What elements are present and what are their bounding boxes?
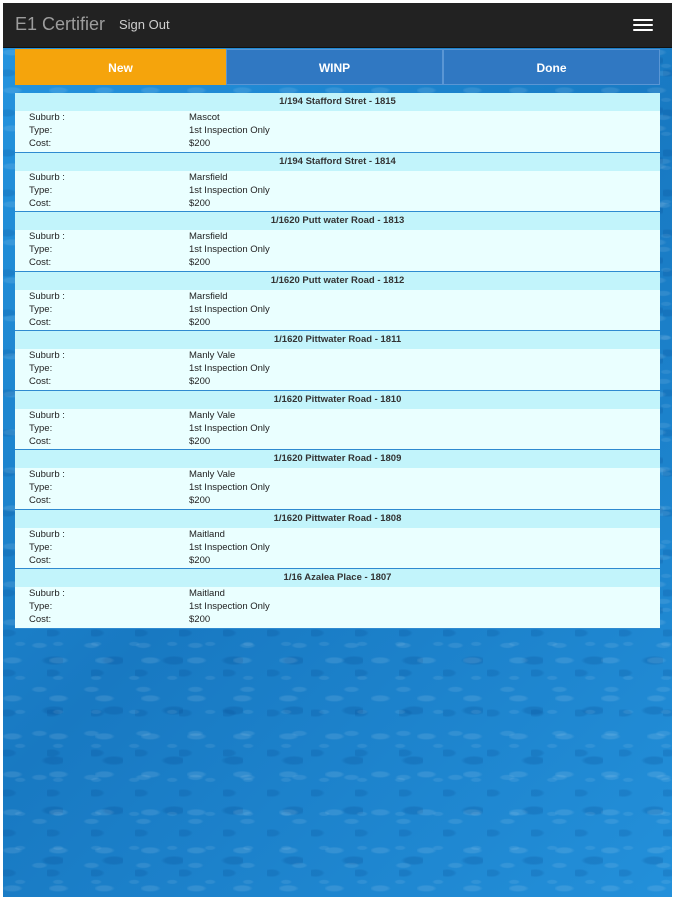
type-label: Type: [29,303,53,315]
cost-value: $200 [189,316,211,328]
cost-value: $200 [189,435,211,447]
type-row [15,600,660,613]
type-value: 1st Inspection Only [189,184,270,196]
job-title: 1/1620 Putt water Road - 1813 [15,212,660,230]
type-value: 1st Inspection Only [189,482,270,493]
job-card[interactable] [15,212,660,272]
cost-value: $200 [189,257,211,268]
type-label: Type: [29,482,53,493]
type-row [15,303,660,316]
cost-label: Cost: [29,495,52,506]
job-title: 1/1620 Pittwater Road - 1811 [15,331,660,349]
job-card[interactable] [15,391,660,451]
cost-row [15,316,660,329]
cost-label: Cost: [29,614,52,625]
suburb-row [15,409,660,422]
suburb-row [15,171,660,184]
tab-new[interactable]: New [15,49,226,85]
cost-value: $200 [189,614,211,625]
hamburger-menu-icon[interactable] [632,16,654,34]
suburb-value: Manly Vale [189,350,236,361]
suburb-row [15,290,660,303]
tab-done[interactable]: Done [443,49,660,85]
job-title: 1/1620 Pittwater Road - 1810 [15,391,660,409]
suburb-row [15,230,660,243]
tab-winp[interactable]: WINP [226,49,443,85]
suburb-value: Marsfield [189,171,228,183]
cost-value: $200 [189,554,211,566]
suburb-label: Suburb : [29,290,65,302]
type-value: 1st Inspection Only [189,363,270,374]
cost-label: Cost: [29,257,52,268]
sign-out-link[interactable]: Sign Out [119,17,170,32]
type-label: Type: [29,601,53,612]
suburb-row [15,349,660,362]
suburb-label: Suburb : [29,409,65,421]
cost-row [15,256,660,269]
suburb-label: Suburb : [29,528,65,540]
suburb-value: Marsfield [189,290,228,302]
menu-bar [633,19,653,21]
job-card[interactable] [15,272,660,332]
cost-label: Cost: [29,138,52,149]
cost-value: $200 [189,495,211,506]
job-title: 1/1620 Pittwater Road - 1808 [15,510,660,528]
cost-value: $200 [189,197,211,209]
app-brand[interactable]: E1 Certifier [15,14,106,34]
navbar [3,3,672,48]
suburb-value: Manly Vale [189,469,236,480]
type-value: 1st Inspection Only [189,244,270,255]
job-card[interactable] [15,569,660,629]
job-card[interactable] [15,93,660,153]
suburb-row [15,587,660,600]
suburb-label: Suburb : [29,469,65,480]
type-label: Type: [29,125,53,136]
cost-label: Cost: [29,316,52,328]
cost-row [15,375,660,388]
type-row [15,422,660,435]
app-frame [3,3,672,897]
type-label: Type: [29,422,53,434]
suburb-row [15,111,660,124]
cost-value: $200 [189,138,211,149]
type-value: 1st Inspection Only [189,422,270,434]
cost-row [15,435,660,448]
job-list [15,93,660,629]
type-label: Type: [29,363,53,374]
suburb-value: Manly Vale [189,409,236,421]
type-value: 1st Inspection Only [189,125,270,136]
job-card[interactable] [15,331,660,391]
cost-row [15,613,660,626]
cost-label: Cost: [29,376,52,387]
job-title: 1/194 Stafford Stret - 1815 [15,93,660,111]
suburb-row [15,528,660,541]
menu-bar [633,24,653,26]
cost-row [15,494,660,507]
cost-label: Cost: [29,197,52,209]
type-row [15,243,660,256]
suburb-value: Maitland [189,588,225,599]
job-title: 1/194 Stafford Stret - 1814 [15,153,660,171]
job-title: 1/16 Azalea Place - 1807 [15,569,660,587]
cost-label: Cost: [29,554,52,566]
type-label: Type: [29,244,53,255]
type-row [15,184,660,197]
suburb-label: Suburb : [29,350,65,361]
suburb-label: Suburb : [29,112,65,123]
type-value: 1st Inspection Only [189,303,270,315]
suburb-value: Marsfield [189,231,228,242]
type-row [15,481,660,494]
cost-row [15,554,660,567]
cost-row [15,137,660,150]
type-value: 1st Inspection Only [189,601,270,612]
cost-value: $200 [189,376,211,387]
job-title: 1/1620 Putt water Road - 1812 [15,272,660,290]
suburb-label: Suburb : [29,171,65,183]
job-card[interactable] [15,153,660,213]
job-title: 1/1620 Pittwater Road - 1809 [15,450,660,468]
suburb-value: Mascot [189,112,220,123]
suburb-row [15,468,660,481]
type-row [15,362,660,375]
suburb-label: Suburb : [29,588,65,599]
cost-label: Cost: [29,435,52,447]
type-label: Type: [29,184,53,196]
suburb-label: Suburb : [29,231,65,242]
menu-bar [633,29,653,31]
type-row [15,124,660,137]
job-card[interactable] [15,510,660,570]
type-label: Type: [29,541,53,553]
suburb-value: Maitland [189,528,225,540]
type-row [15,541,660,554]
status-tabs [15,49,660,85]
cost-row [15,197,660,210]
type-value: 1st Inspection Only [189,541,270,553]
job-card[interactable] [15,450,660,510]
